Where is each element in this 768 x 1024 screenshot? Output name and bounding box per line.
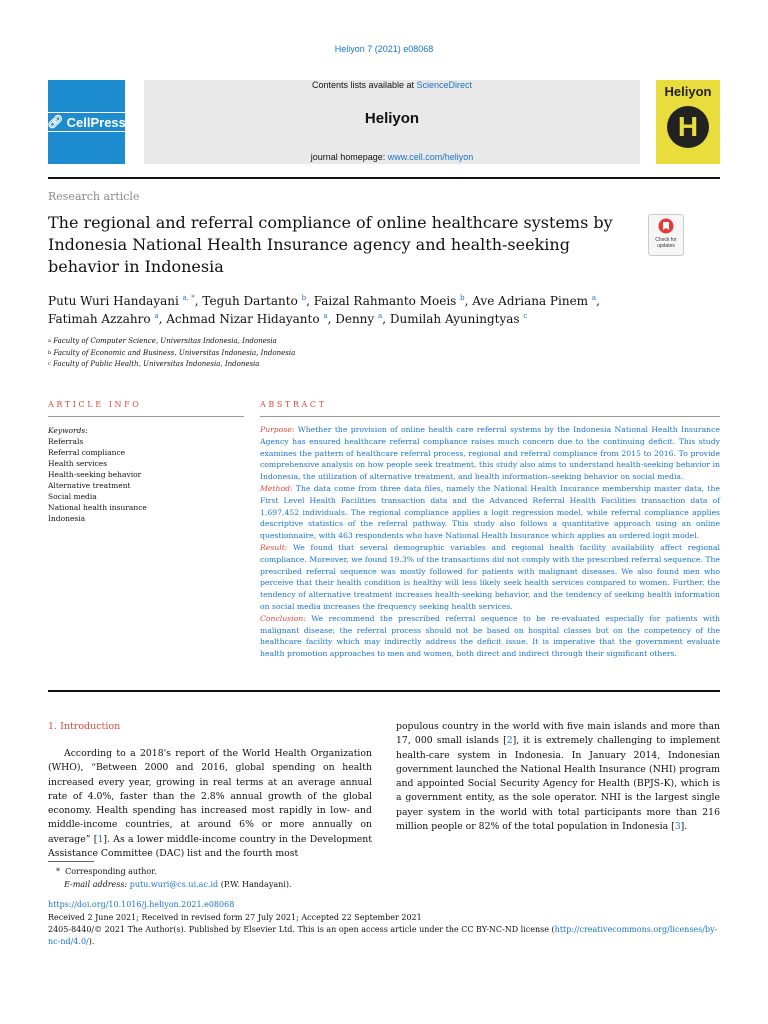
journal-cover[interactable] (656, 80, 720, 164)
journal-citation[interactable]: Heliyon 7 (2021) e08068 (334, 44, 434, 54)
conclusion-label: Conclusion: (260, 613, 306, 623)
abstract-divider (260, 416, 720, 417)
cover-logo-icon: H (667, 106, 709, 148)
corresponding-author-note (56, 866, 157, 878)
abstract-body (260, 424, 720, 660)
homepage-line (144, 152, 640, 162)
cellpress-logo-text: CellPress (66, 114, 126, 130)
result-label: Result: (260, 542, 288, 552)
author[interactable]: Denny $^a$, (335, 312, 390, 326)
footnote-rule (48, 861, 94, 862)
keyword: Health services (48, 459, 108, 468)
author-list (48, 292, 668, 328)
email-suffix: (P.W. Handayani). (218, 880, 292, 889)
paragraph-text: ]. (680, 821, 688, 833)
citation-link[interactable]: 2 (506, 735, 513, 747)
keyword: Referral compliance (48, 448, 126, 457)
cellpress-logo (42, 112, 131, 132)
journal-banner (144, 80, 640, 164)
header-divider (48, 177, 720, 179)
cellpress-logo-box[interactable] (48, 80, 125, 164)
paragraph-text: populous country in the world with five main islands and more than 17, 000 small islands [ (396, 721, 720, 747)
received-dates: Received 2 June 2021; Received in revised form 27 July 2021; Accepted 22 September 2021 (48, 913, 422, 922)
method-label: Method: (260, 483, 293, 493)
homepage-link[interactable]: www.cell.com/heliyon (387, 152, 474, 162)
license-link[interactable]: http://creativecommons.org/licenses/by-nc-nd/4.0/ (48, 925, 718, 946)
affiliation: $^c$ Faculty of Public Health, Universitas Indonesia, Indonesia (48, 360, 260, 368)
info-divider (48, 416, 244, 417)
article-title: The regional and referral compliance of online healthcare systems by Indonesia National Health Insurance agency and health-seeking behavior in Indonesia (48, 213, 613, 276)
doi-link[interactable]: https://doi.org/10.1016/j.heliyon.2021.e08068 (48, 900, 235, 909)
email-note (64, 879, 292, 891)
keywords-list (48, 425, 147, 524)
keyword: Alternative treatment (48, 481, 131, 490)
affiliation: $^b$ Faculty of Economic and Business, Universitas Indonesia, Indonesia (48, 348, 296, 357)
keyword: National health insurance (48, 503, 147, 512)
purpose-text: Whether the provision of online health care referral systems by the Indonesia National Health Insurance Agency has ensured healthcare referral compliance raises much concern due to the continuing deficit. This study examines the pattern of healthcare referral process, regional and referral compliance from 2015 to 2016. To provide comprehensive analysis on how people seek treatment, this study also aims to understand health-seeking behavior in Indonesia, the utilization of alternative treatment, and health information–seeking behavior on social media. (260, 425, 720, 482)
result-text: We found that several demographic variables and regional health facility availability affect regional compliance. Moreover, we found 19.3% of the transactions did not comply with the prescribed referral sequence. The prescribed referral sequence was mostly followed for patients with malignant diseases. We also found men who perceive that their health condition is healthy will less likely seek health services compared to women. Further, the tendency of alternative treatment increases health-seeking behavior, and the tendency of seeking health information on social media increases the frequency seeking health services. (260, 542, 720, 611)
author[interactable]: Faizal Rahmanto Moeis $^b$, (313, 294, 473, 308)
keyword: Health-seeking behavior (48, 470, 142, 479)
check-for-updates-button[interactable] (648, 214, 684, 256)
method-text: The data come from three data files, namely the National Health Insurance membership master data, the First Level Health Facilities transaction data and the Advanced Referral Health Facilities transaction data of 1,697,452 individuals. The regional compliance applies a logit regression model, while referral compliance applies descriptive statistics of the referral pathway. This study also follows a quantitative approach using an online questionnaire, with 463 respondents who have National Health Insurance which applies an ordered logit model. (260, 483, 720, 541)
license-suffix: ). (88, 936, 95, 946)
journal-name: Heliyon (364, 110, 420, 127)
link-icon: 🔗︎ (47, 114, 64, 129)
paragraph-text: ]. As a lower middle-income country in the Development Assistance Committee (DAC) list and the fourth most (48, 833, 372, 860)
contents-prefix: Contents lists available at (311, 80, 417, 90)
keyword: Indonesia (48, 514, 86, 523)
author[interactable]: Fatimah Azzahro $^a$, (48, 312, 167, 326)
affiliations (48, 336, 295, 371)
license-note (48, 924, 720, 947)
license-text: 2405-8440/© 2021 The Author(s). Published by Elsevier Ltd. This is an open access article under the CC BY-NC-ND license ( (48, 925, 555, 934)
affiliation: $^a$ Faculty of Computer Science, Universitas Indonesia, Indonesia (48, 337, 277, 345)
section-heading-introduction: 1. Introduction (48, 721, 121, 732)
keyword: Referrals (48, 437, 84, 446)
purpose-label: Purpose: (260, 425, 295, 434)
abstract-bottom-divider (48, 690, 720, 692)
citation-link[interactable]: 3 (674, 821, 681, 833)
paragraph-text: ], it is extremely challenging to implement health-care system in Indonesia. In January 2014, Indonesian government launched the National Health Insurance (NHI) program and appointed Social Security Agency for Health (BPJS-K), which is a government entity, as the sole operator. NHI is the largest single payer system in the world with total participants more than 216 million people or 82% of the total population in Indonesia [ (396, 735, 720, 833)
author[interactable]: Ave Adriana Pinem $^a$, (472, 294, 600, 308)
homepage-prefix: journal homepage: (310, 152, 388, 162)
article-type: Research article (48, 190, 140, 203)
bookmark-icon (658, 218, 674, 234)
corresponding-label: Corresponding author. (65, 867, 157, 876)
article-info-heading: ARTICLE INFO (48, 400, 142, 409)
keywords-label: Keywords: (48, 426, 88, 435)
paragraph-text: According to a 2018's report of the World Health Organization (WHO), “Between 2000 and 2016, global spending on health increased every year, growing in real terms at an average annual rate of 4.0%, faster than the 2.8% annual growth of the global economy. Health spending has increased most rapidly in low- and middle-income countries, at around 6% or more annually on average” [ (48, 748, 372, 845)
author[interactable]: Teguh Dartanto $^b$, (202, 294, 314, 308)
footnote-marker: * (56, 867, 60, 876)
citation-link[interactable]: 1 (97, 833, 104, 845)
contents-line (144, 80, 640, 90)
keyword: Social media (48, 492, 97, 501)
conclusion-text: We recommend the prescribed referral sequence to be re-evaluated especially for patients with malignant disease; the referral process should not be based on hospital classes but on the competency of the healthcare facility which may indirectly address the deficit issue. It is imperative that the government evaluate health promotion approaches to men and women, both direct and indirect through their significant others. (260, 613, 720, 659)
email-label: E-mail address: (64, 880, 128, 889)
sciencedirect-link[interactable]: ScienceDirect (416, 80, 473, 90)
cover-title: Heliyon (664, 84, 712, 99)
author[interactable]: Achmad Nizar Hidayanto $^a$, (166, 312, 336, 326)
author[interactable]: Dumilah Ayuningtyas $^c$ (389, 312, 528, 326)
body-left-column (48, 747, 372, 861)
author[interactable]: Putu Wuri Handayani $^{a, *}$, (48, 294, 203, 308)
body-right-column (396, 720, 720, 834)
abstract-heading: ABSTRACT (260, 400, 327, 409)
email-link[interactable]: putu.wuri@cs.ui.ac.id (129, 880, 219, 889)
journal-header (48, 80, 720, 166)
check-for-updates-label: Check for updates (655, 237, 677, 249)
